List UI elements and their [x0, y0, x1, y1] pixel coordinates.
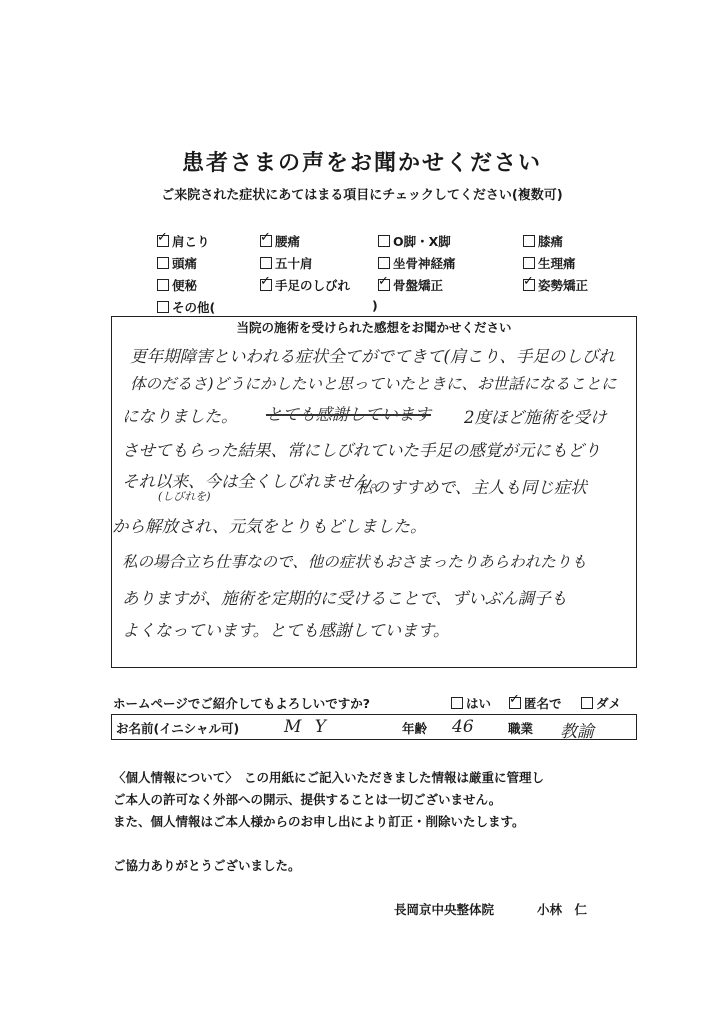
homepage-question: ホームページでご紹介してもよろしいですか? — [113, 696, 371, 711]
checkbox-label: はい — [466, 696, 492, 711]
checkbox-label: 肩こり — [172, 234, 210, 249]
job-label: 職業 — [508, 721, 534, 736]
comment-line: ありますが、施術を定期的に受けることで、ずいぶん調子も — [122, 589, 568, 608]
clinic-name: 長岡京中央整体院 — [394, 902, 495, 917]
checkbox-box — [523, 257, 535, 269]
checkbox-box — [581, 697, 593, 709]
option-anonymous[interactable] — [509, 694, 562, 712]
checkbox-kotsuban[interactable] — [378, 276, 443, 294]
comment-line: 体のだるさ)どうにかしたいと思っていたときに、お世話になることに — [130, 375, 617, 393]
checkbox-label: 姿勢矯正 — [538, 278, 589, 293]
privacy-line: また、個人情報はご本人様からのお申し出により訂正・削除いたします。 — [113, 814, 525, 829]
checkbox-label: 腰痛 — [275, 234, 301, 249]
checkbox-zutsu[interactable] — [157, 254, 197, 272]
checkbox-box — [509, 697, 521, 709]
privacy-line: ご本人の許可なく外部への開示、提供することは一切ございません。 — [113, 792, 502, 807]
checkbox-box — [260, 235, 272, 247]
checkbox-label: ダメ — [596, 696, 622, 711]
checkbox-youtsu[interactable] — [260, 232, 300, 250]
job-value[interactable]: 教諭 — [560, 722, 594, 742]
struck-text: とても感謝しています — [266, 405, 431, 424]
option-yes[interactable] — [451, 694, 491, 712]
checkbox-label: 生理痛 — [538, 256, 576, 271]
checkbox-box — [157, 235, 169, 247]
age-label: 年齢 — [402, 721, 428, 736]
comment-line: 私のすすめで、主人も同じ症状 — [356, 478, 587, 497]
checkbox-label: 骨盤矯正 — [393, 278, 444, 293]
checkbox-hizatsu[interactable] — [523, 232, 563, 250]
checkbox-box — [378, 279, 390, 291]
checkbox-label: 手足のしびれ — [275, 278, 351, 293]
comment-line: から解放され、元気をとりもどしました。 — [112, 517, 427, 536]
checkbox-box — [260, 257, 272, 269]
age-value[interactable]: 46 — [452, 717, 474, 737]
checkbox-label: O脚・X脚 — [393, 234, 451, 249]
comment-line: させてもらった結果、常にしびれていた手足の感覚が元にもどり — [122, 441, 601, 460]
checkbox-oxkyaku[interactable] — [378, 232, 451, 250]
checkbox-label: 五十肩 — [275, 256, 313, 271]
page-subtitle: ご来院された症状にあてはまる項目にチェックしてください(複数可) — [161, 188, 563, 203]
checkbox-label: 頭痛 — [172, 256, 198, 271]
checkbox-box — [157, 279, 169, 291]
comment-heading: 当院の施術を受けられた感想をお聞かせください — [236, 320, 512, 335]
checkbox-box — [451, 697, 463, 709]
checkbox-label: その他( — [172, 300, 216, 315]
privacy-line: 〈個人情報について〉 この用紙にご記入いただきました情報は厳重に管理し — [113, 770, 545, 785]
comment-line: それ以来、今は全くしびれません。 — [122, 472, 387, 491]
checkbox-box — [260, 279, 272, 291]
checkbox-shibire[interactable] — [260, 276, 350, 294]
name-value[interactable]: M Y — [284, 717, 331, 737]
checkbox-label: 便秘 — [172, 278, 198, 293]
checkbox-label: 匿名で — [524, 696, 562, 711]
checkbox-box — [378, 257, 390, 269]
thanks-text: ご協力ありがとうございました。 — [113, 858, 301, 873]
practitioner-name: 小林 仁 — [537, 902, 588, 917]
checkbox-box — [157, 257, 169, 269]
comment-line: 私の場合立ち仕事なので、他の症状もおさまったりあらわれたりも — [122, 553, 587, 571]
checkbox-zakotsu[interactable] — [378, 254, 456, 272]
checkbox-sonota[interactable] — [157, 298, 215, 316]
comment-line: 更年期障害といわれる症状全てがでてきて(肩こり、手足のしびれ — [130, 347, 615, 366]
comment-line: よくなっています。とても感謝しています。 — [122, 621, 450, 640]
name-label: お名前(イニシャル可) — [116, 721, 240, 736]
comment-line: 2度ほど施術を受け — [464, 408, 607, 427]
checkbox-gojukata[interactable] — [260, 254, 313, 272]
checkbox-box — [523, 235, 535, 247]
checkbox-box — [157, 301, 169, 313]
checkbox-shisei[interactable] — [523, 276, 588, 294]
comment-line: になりました。 — [122, 407, 238, 426]
page-title: 患者さまの声をお聞かせください — [181, 151, 542, 176]
option-no[interactable] — [581, 694, 621, 712]
checkbox-label: 坐骨神経痛 — [393, 256, 456, 271]
checkbox-label: 膝痛 — [538, 234, 564, 249]
checkbox-benpi[interactable] — [157, 276, 197, 294]
checkbox-katakori[interactable] — [157, 232, 210, 250]
checkbox-seiritsu[interactable] — [523, 254, 576, 272]
checkbox-box — [523, 279, 535, 291]
comment-line: (しびれを) — [158, 490, 211, 503]
other-close-paren: ) — [372, 298, 378, 313]
checkbox-box — [378, 235, 390, 247]
